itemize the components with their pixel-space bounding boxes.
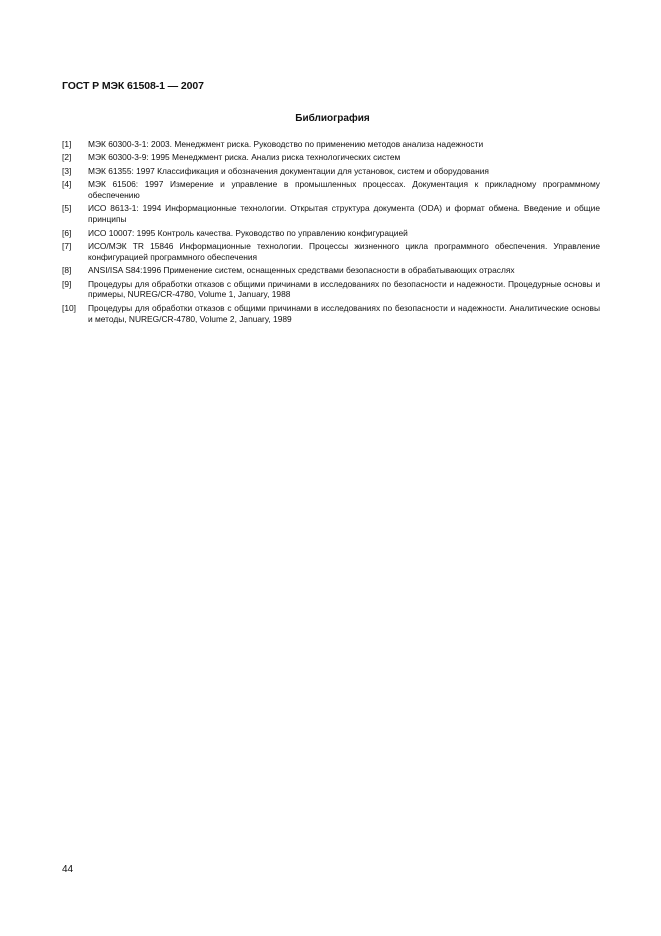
bibliography-list — [62, 139, 600, 327]
bibliography-entry — [62, 241, 600, 263]
document-header: ГОСТ Р МЭК 61508-1 — 2007 — [62, 80, 204, 92]
entry-text: ИСО 10007: 1995 Контроль качества. Руководство по управлению конфигурацией — [88, 227, 408, 238]
entry-text: Процедуры для обработки отказов с общими причинами в исследованиях по безопасности и надежности. Аналитические основы и методы, NUREG/CR-4780, Volume 2, January, 1989 — [88, 302, 600, 324]
bibliography-entry — [62, 303, 600, 325]
bibliography-entry — [62, 279, 600, 301]
entry-text: МЭК 60300-3-9: 1995 Менеджмент риска. Анализ риска технологических систем — [88, 152, 401, 163]
entry-number: [2] — [62, 152, 72, 163]
entry-number: [9] — [62, 278, 72, 289]
entry-text: МЭК 61355: 1997 Классификация и обозначения документации для установок, систем и оборудования — [88, 165, 489, 176]
page-number: 44 — [62, 864, 74, 875]
entry-number: [10] — [62, 302, 76, 313]
bibliography-entry — [62, 228, 600, 239]
entry-text: МЭК 61506: 1997 Измерение и управление в промышленных процессах. Документация к прикладному программному обеспечению — [88, 179, 600, 200]
entry-number: [3] — [62, 165, 72, 176]
entry-number: [1] — [62, 139, 72, 149]
bibliography-entry — [62, 179, 600, 201]
bibliography-entry — [62, 139, 600, 150]
entry-number: [8] — [62, 265, 72, 276]
entry-text: МЭК 60300-3-1: 2003. Менеджмент риска. Руководство по применению методов анализа надежности — [88, 139, 484, 149]
section-title — [0, 113, 661, 124]
bibliography-entry — [62, 203, 600, 225]
entry-number: [4] — [62, 179, 72, 190]
bibliography-entry — [62, 152, 600, 163]
entry-number: [6] — [62, 227, 72, 238]
entry-text: ИСО/МЭК TR 15846 Информационные технологии. Процессы жизненного цикла программного обеспечения. Управление конфигурацией программного обеспечения — [88, 240, 600, 262]
bibliography-entry — [62, 265, 600, 276]
entry-number: [7] — [62, 240, 72, 251]
bibliography-entry — [62, 166, 600, 177]
entry-text: ИСО 8613-1: 1994 Информационные технологии. Открытая структура документа (ODA) и формат обмена. Введение и общие принципы — [88, 203, 600, 225]
section-title-text: Библиография — [295, 113, 370, 124]
entry-text: Процедуры для обработки отказов с общими причинами в исследованиях по безопасности и надежности. Процедурные основы и примеры, NUREG/CR-4780, Volume 1, January, 1988 — [88, 278, 600, 300]
entry-text: ANSI/ISA S84:1996 Применение систем, оснащенных средствами безопасности в обрабатывающих отраслях — [88, 265, 515, 276]
entry-number: [5] — [62, 203, 72, 214]
